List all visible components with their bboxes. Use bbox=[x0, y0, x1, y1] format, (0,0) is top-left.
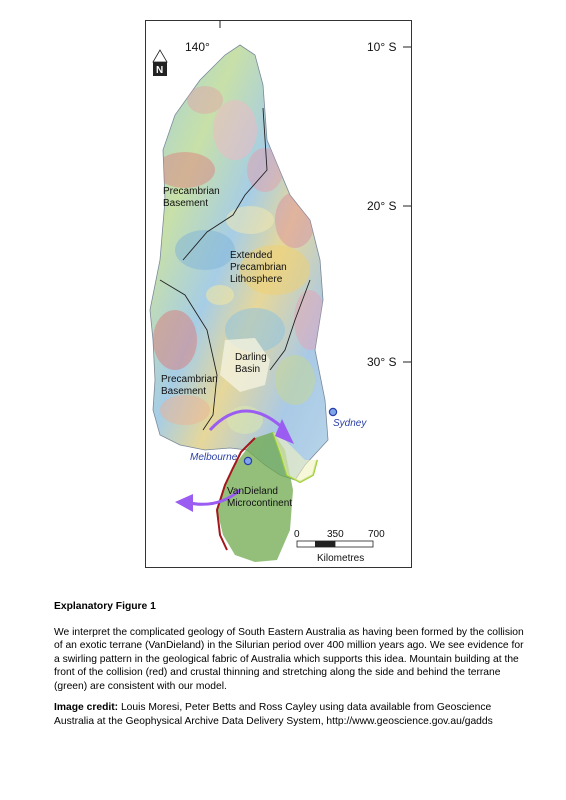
north-label: N bbox=[156, 65, 164, 76]
darling-basin-label-2: Basin bbox=[235, 364, 261, 375]
latitude-label-20s: 20° S bbox=[367, 199, 397, 213]
precambrian-basement-south-label-2: Basement bbox=[161, 386, 207, 397]
extended-precambrian-label-1: Extended bbox=[230, 250, 273, 261]
precambrian-basement-south-label-1: Precambrian bbox=[161, 374, 218, 385]
longitude-label-140: 140° bbox=[185, 40, 210, 54]
melbourne-marker bbox=[244, 457, 251, 464]
figure-caption bbox=[54, 600, 524, 736]
precambrian-basement-north-label-2: Basement bbox=[163, 198, 209, 209]
scale-tick-0: 0 bbox=[294, 529, 300, 540]
sydney-marker bbox=[329, 408, 336, 415]
latitude-label-30s: 30° S bbox=[367, 355, 397, 369]
geology-map bbox=[145, 20, 412, 568]
latitude-label-10s: 10° S bbox=[367, 40, 397, 54]
vandieland-label-2: Microcontinent bbox=[227, 498, 293, 509]
scale-tick-700: 700 bbox=[368, 529, 385, 540]
credit-label: Image credit: bbox=[54, 702, 119, 713]
image-credit bbox=[54, 701, 524, 728]
scale-tick-350: 350 bbox=[327, 529, 344, 540]
vandieland-label-1: VanDieland bbox=[227, 486, 278, 497]
melbourne-label: Melbourne bbox=[190, 452, 238, 463]
extended-precambrian-label-2: Precambrian bbox=[230, 262, 287, 273]
extended-precambrian-label-3: Lithosphere bbox=[230, 274, 283, 285]
credit-text: Louis Moresi, Peter Betts and Ross Cayley using data available from Geoscience Australia at the Geophysical Archive Data Delivery System, http://www.geoscience.gov.au/gadds bbox=[54, 702, 493, 727]
scale-unit-label: Kilometres bbox=[317, 553, 365, 564]
precambrian-basement-north-label-1: Precambrian bbox=[163, 186, 220, 197]
sydney-label: Sydney bbox=[333, 418, 367, 429]
caption-body: We interpret the complicated geology of South Eastern Australia as having been formed by the collision of an exotic terrane (VanDieland) in the Silurian period over 400 million years ago. We see evidence for a swirling pattern in the geological fabric of Australia which supports this idea. Mountain building at the front of the collision (red) and crustal thinning and stretching along the side and behind the terrane (green) are consistent with our model. bbox=[54, 626, 524, 692]
darling-basin-label-1: Darling bbox=[235, 352, 267, 363]
caption-title: Explanatory Figure 1 bbox=[54, 601, 156, 612]
